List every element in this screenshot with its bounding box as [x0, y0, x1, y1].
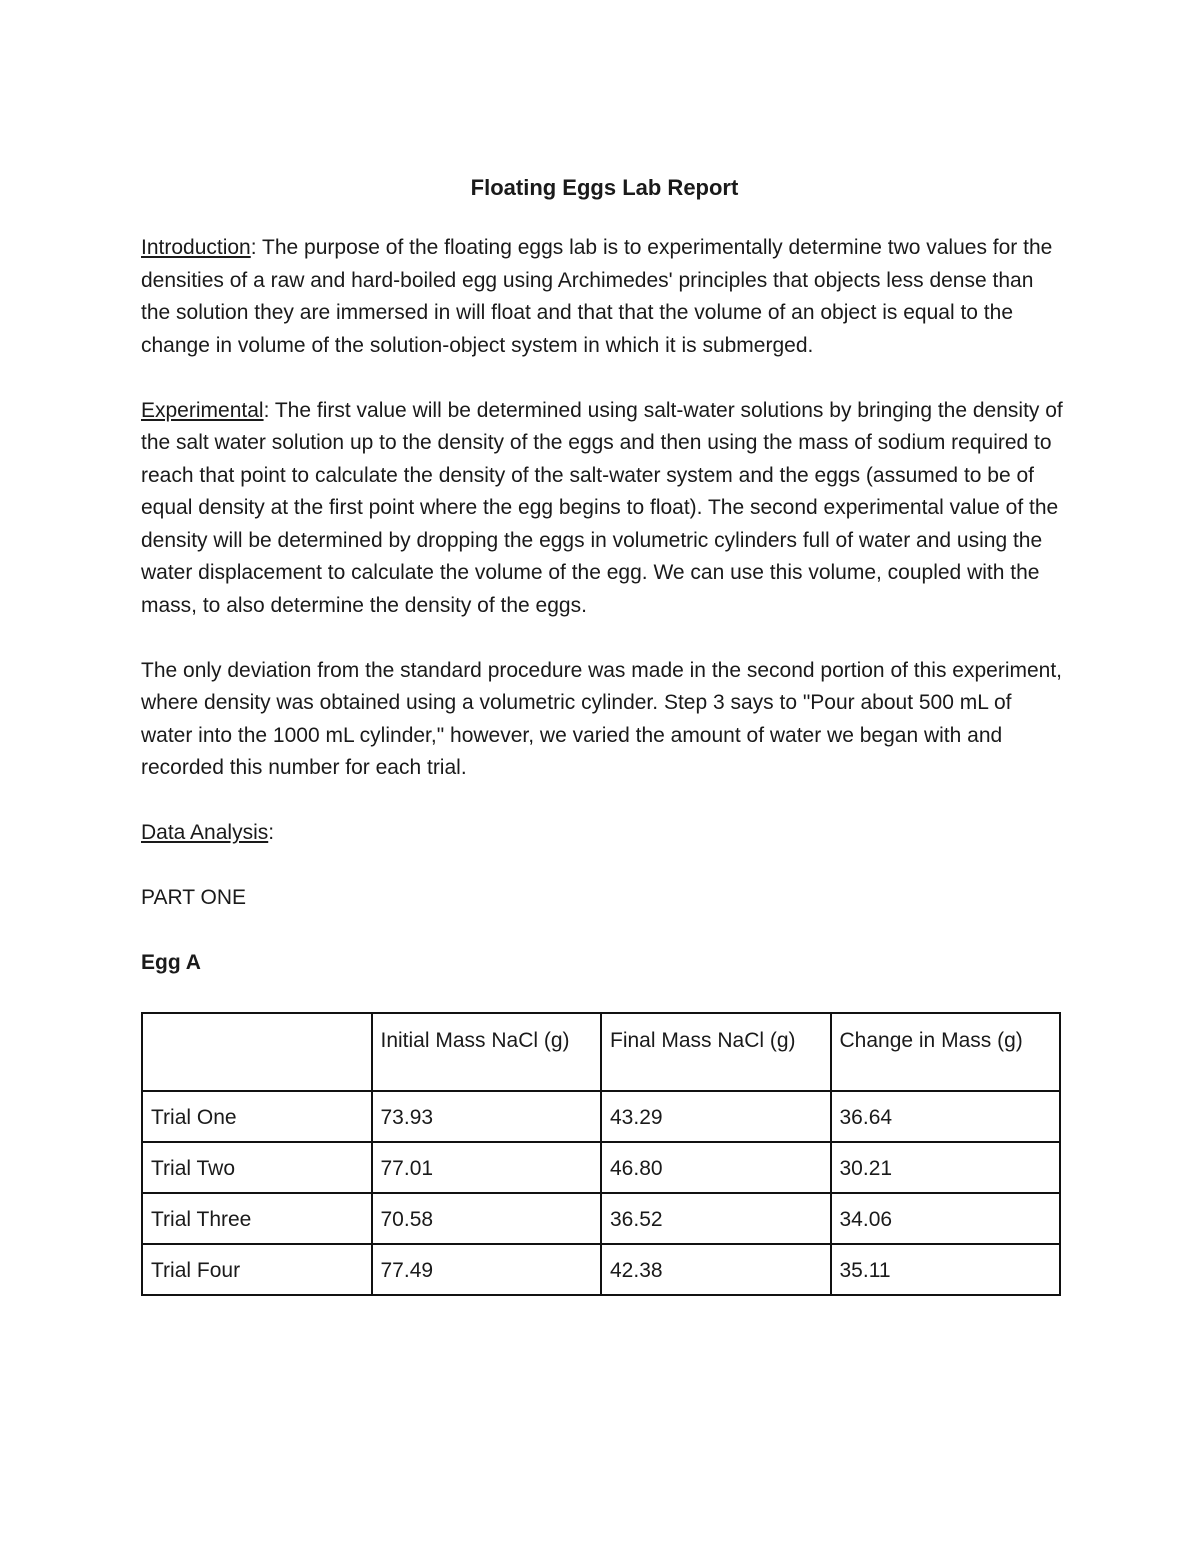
data-analysis-heading [141, 817, 1066, 850]
data-analysis-suffix: : [268, 821, 275, 844]
introduction-label: Introduction [141, 236, 251, 259]
deviation-paragraph: The only deviation from the standard procedure was made in the second portion of this experiment, where density was obtained using a volumetric cylinder. Step 3 says to "Pour about 500 mL of water into the 1000 mL cylinder," however, we varied the amount of water we began with and recorded this number for each trial. [141, 658, 1063, 779]
table-cell: 35.11 [831, 1244, 1061, 1295]
table-cell: Trial Three [142, 1193, 372, 1244]
table-header-cell: Change in Mass (g) [831, 1013, 1061, 1091]
egg-a-heading: Egg A [141, 951, 201, 974]
table-cell: Trial Four [142, 1244, 372, 1295]
table-row [142, 1244, 1060, 1295]
table-header-cell [142, 1013, 372, 1091]
table-cell: 34.06 [831, 1193, 1061, 1244]
data-analysis-label: Data Analysis [141, 821, 269, 844]
table-cell: 43.29 [601, 1091, 831, 1142]
table-cell: Trial Two [142, 1142, 372, 1193]
experimental-text: : The first value will be determined using salt-water solutions by bringing the density of the salt water solution up to the density of the eggs and then using the mass of sodium required to reach that point to calculate the density of the salt-water system and the eggs (assumed to be of equal density at the first point where the egg begins to float). The second experimental value of the density will be determined by dropping the eggs in volumetric cylinders full of water and using the water displacement to calculate the volume of the egg. We can use this volume, coupled with the mass, to also determine the density of the eggs. [141, 398, 1063, 617]
document-title: Floating Eggs Lab Report [470, 175, 739, 200]
table-cell: 77.01 [372, 1142, 602, 1193]
table-row [142, 1142, 1060, 1193]
table-header-row [142, 1013, 1060, 1091]
table-cell: 42.38 [601, 1244, 831, 1295]
table-cell: 70.58 [372, 1193, 602, 1244]
table-cell: 77.49 [372, 1244, 602, 1295]
introduction-paragraph [141, 232, 1066, 362]
experimental-label: Experimental [141, 398, 264, 422]
table-header-cell: Initial Mass NaCl (g) [372, 1013, 602, 1091]
part-one-heading: PART ONE [141, 886, 247, 909]
document-page [141, 168, 1066, 1296]
table-row [142, 1193, 1060, 1244]
table-cell: 46.80 [601, 1142, 831, 1193]
egg-a-table [141, 1012, 1061, 1296]
experimental-paragraph [141, 395, 1066, 623]
table-cell: 30.21 [831, 1142, 1061, 1193]
introduction-text: : The purpose of the floating eggs lab is to experimentally determine two values for the densities of a raw and hard-boiled egg using Archimedes' principles that objects less dense than the solution they are immersed in will float and that that the volume of an object is equal to the change in volume of the solution-object system in which it is submerged. [141, 236, 1053, 357]
table-cell: Trial One [142, 1091, 372, 1142]
table-row [142, 1091, 1060, 1142]
table-cell: 73.93 [372, 1091, 602, 1142]
table-cell: 36.52 [601, 1193, 831, 1244]
table-cell: 36.64 [831, 1091, 1061, 1142]
table-header-cell: Final Mass NaCl (g) [601, 1013, 831, 1091]
